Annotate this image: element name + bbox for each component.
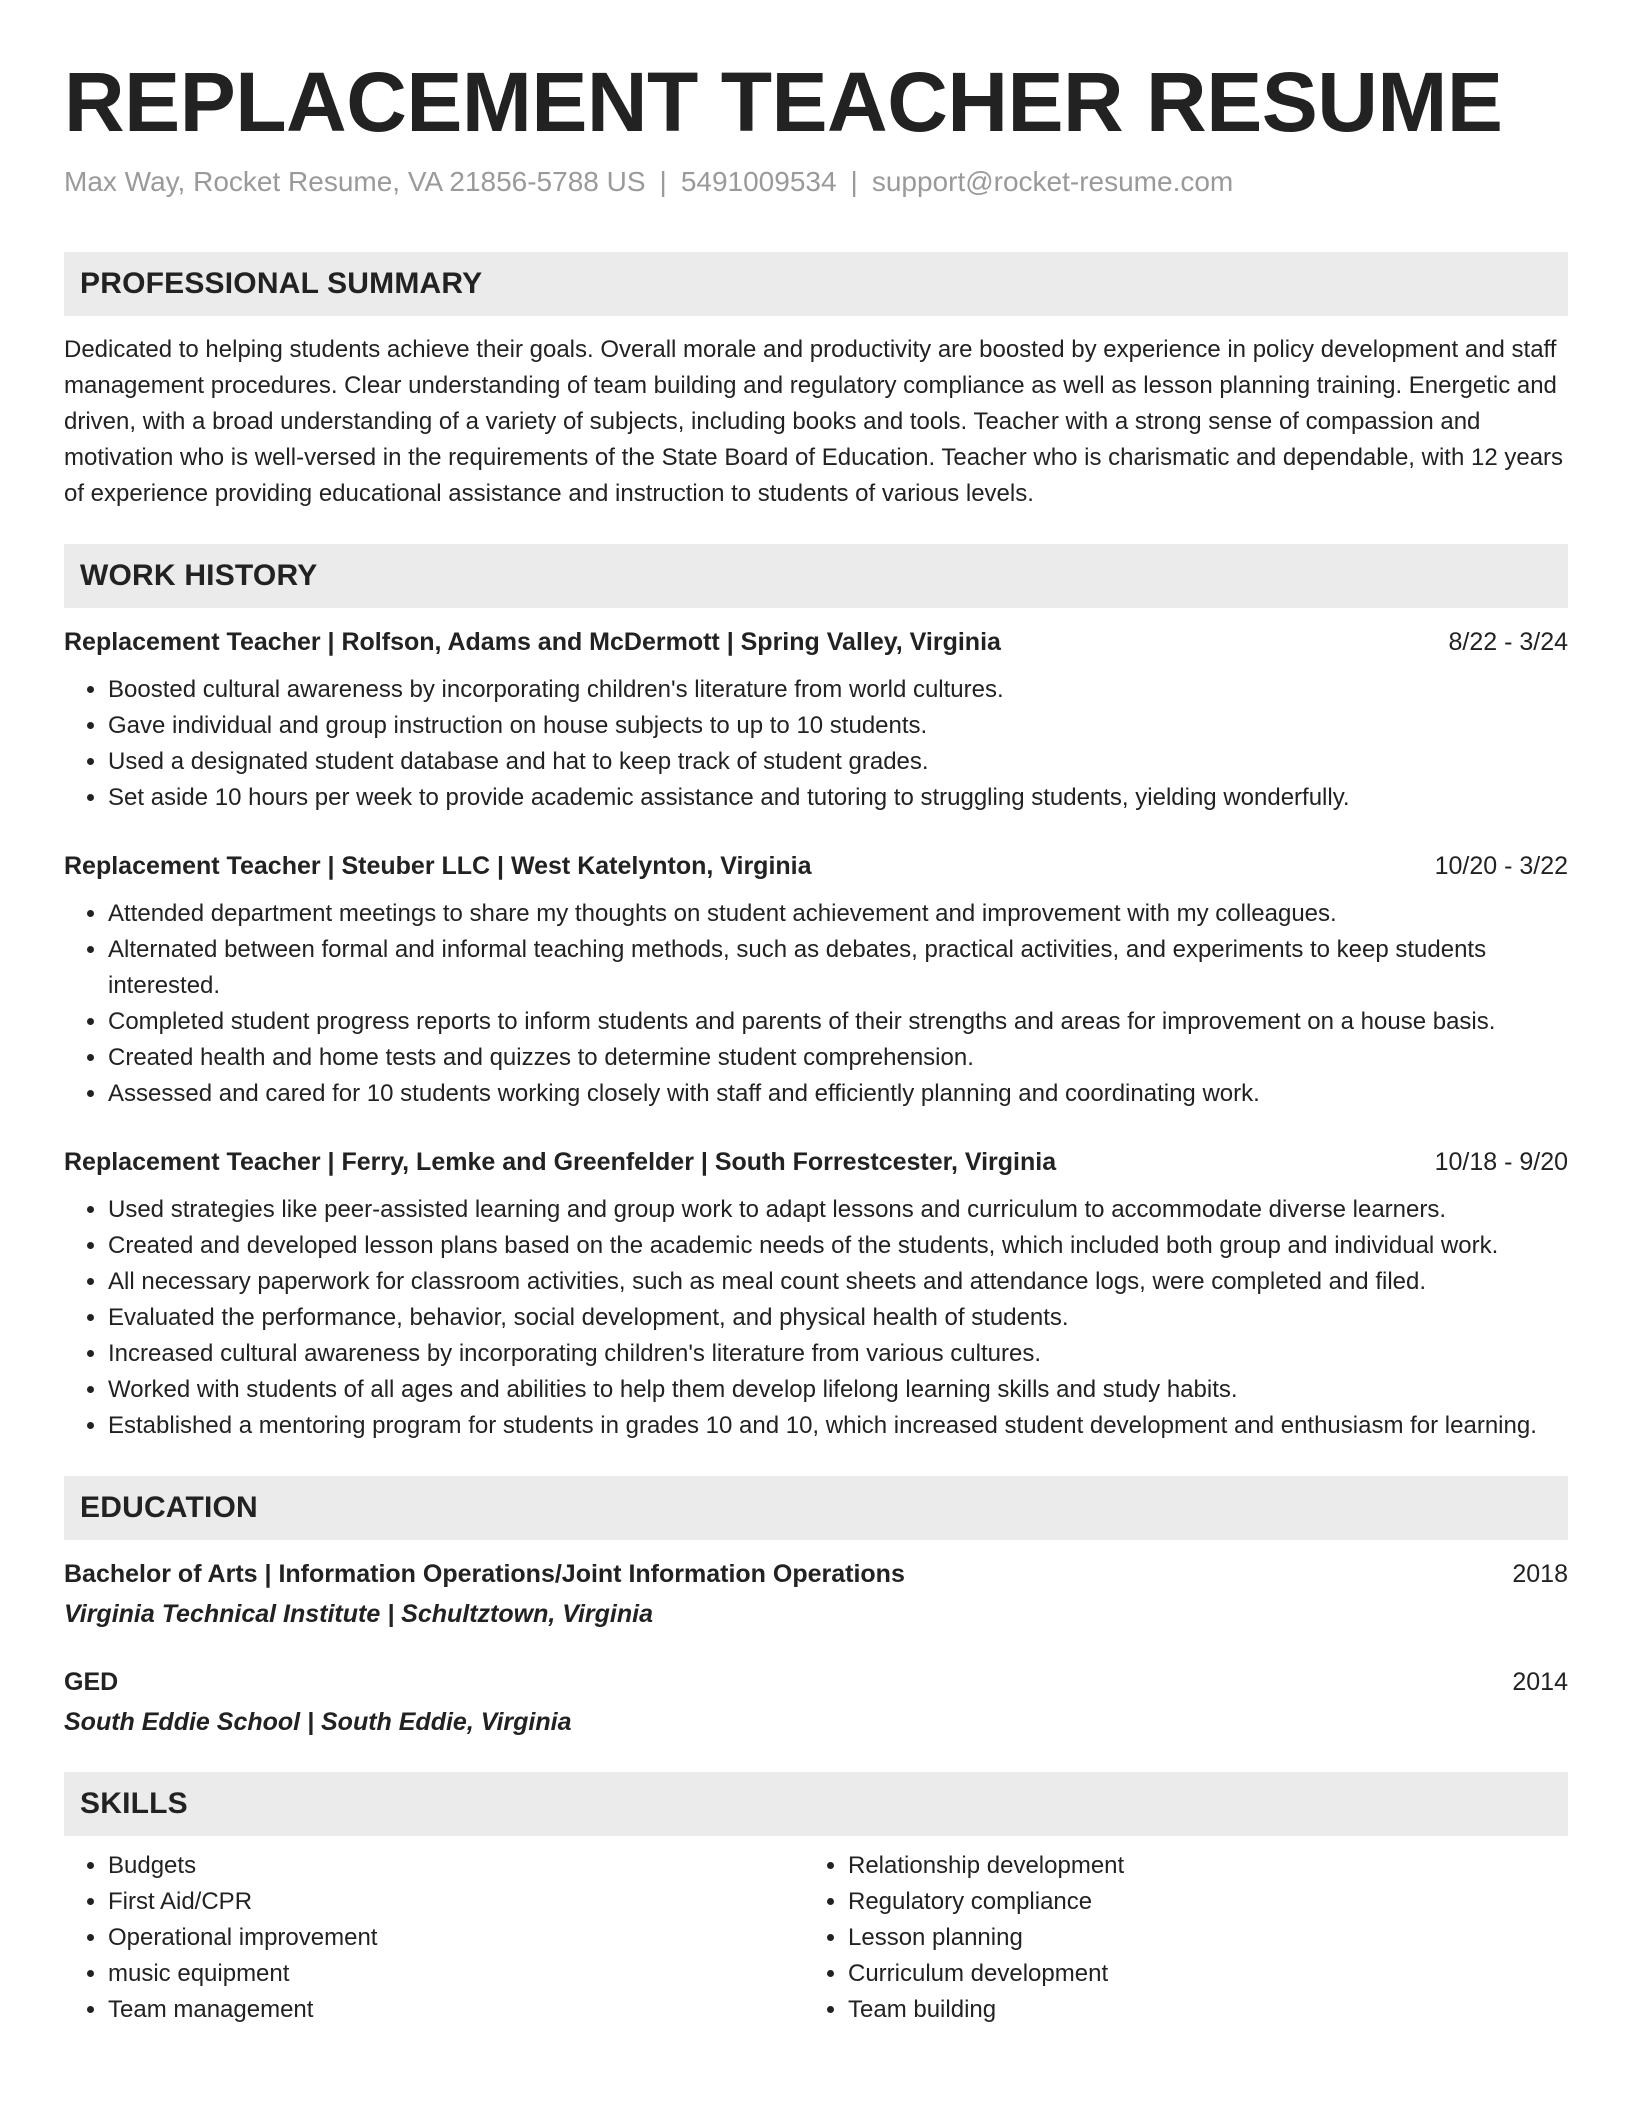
- list-item: • Boosted cultural awareness by incorporating children's literature from world cultures.: [108, 672, 1568, 708]
- list-item: • Attended department meetings to share my thoughts on student achievement and improvement with my colleagues.: [108, 896, 1568, 932]
- resume-title: REPLACEMENT TEACHER RESUME: [64, 55, 1503, 149]
- job-title: Replacement Teacher | Steuber LLC | West Katelynton, Virginia: [64, 852, 812, 880]
- education-entry: [64, 1556, 1568, 1632]
- list-item: • Completed student progress reports to inform students and parents of their strengths and areas for improvement on a house basis.: [108, 1004, 1568, 1040]
- job-title: Replacement Teacher | Rolfson, Adams and McDermott | Spring Valley, Virginia: [64, 628, 1001, 656]
- list-item: • Created health and home tests and quizzes to determine student comprehension.: [108, 1040, 1568, 1076]
- skill-item: • music equipment: [108, 1956, 804, 1992]
- job-entry: [64, 624, 1568, 816]
- contact-phone: 5491009534: [680, 166, 837, 197]
- list-item: • Used a designated student database and hat to keep track of student grades.: [108, 744, 1568, 780]
- list-item: • Established a mentoring program for students in grades 10 and 10, which increased student development and enthusiasm for learning.: [108, 1408, 1568, 1444]
- list-item: • Set aside 10 hours per week to provide academic assistance and tutoring to struggling students, yielding wonderfully.: [108, 780, 1568, 816]
- skills-list: [804, 1848, 1544, 2028]
- list-item: • Used strategies like peer-assisted learning and group work to adapt lessons and curriculum to accommodate diverse learners.: [108, 1192, 1568, 1228]
- education-entry: [64, 1664, 1568, 1740]
- skill-item: • Regulatory compliance: [848, 1884, 1544, 1920]
- list-item: • All necessary paperwork for classroom activities, such as meal count sheets and attendance logs, were completed and filed.: [108, 1264, 1568, 1300]
- education-header: [64, 1556, 1568, 1592]
- contact-separator: |: [659, 166, 667, 197]
- job-bullets: [64, 896, 1568, 1112]
- education-degree: Bachelor of Arts | Information Operations/Joint Information Operations: [64, 1560, 905, 1588]
- job-dates: 8/22 - 3/24: [1448, 628, 1568, 656]
- skill-item: • Curriculum development: [848, 1956, 1544, 1992]
- job-header: [64, 848, 1568, 884]
- job-dates: 10/18 - 9/20: [1434, 1148, 1568, 1176]
- education-header: [64, 1664, 1568, 1700]
- job-bullets: [64, 672, 1568, 816]
- skills-column-right: [804, 1848, 1544, 2028]
- education-degree: GED: [64, 1668, 119, 1696]
- section-header-education: EDUCATION: [64, 1476, 1568, 1540]
- skills-column-left: [64, 1848, 804, 2028]
- skills-list: [64, 1848, 804, 2028]
- summary-text: Dedicated to helping students achieve their goals. Overall morale and productivity are boosted by experience in policy development and staff management procedures. Clear understanding of team building and regulatory compliance as well as lesson planning training. Energetic and driven, with a broad understanding of a variety of subjects, including books and tools. Teacher with a strong sense of compassion and motivation who is well-versed in the requirements of the State Board of Education. Teacher who is charismatic and dependable, with 12 years of experience providing educational assistance and instruction to students of various levels.: [64, 336, 1564, 507]
- job-entry: [64, 1144, 1568, 1444]
- skill-item: • Relationship development: [848, 1848, 1544, 1884]
- skill-item: • Budgets: [108, 1848, 804, 1884]
- education-school: Virginia Technical Institute | Schultztown, Virginia: [64, 1600, 654, 1628]
- skill-item: • Team management: [108, 1992, 804, 2028]
- skill-item: • Team building: [848, 1992, 1544, 2028]
- section-header-summary: PROFESSIONAL SUMMARY: [64, 252, 1568, 316]
- section-header-work-history: WORK HISTORY: [64, 544, 1568, 608]
- skills-grid: [64, 1848, 1568, 2028]
- contact-line: [64, 164, 1568, 200]
- job-entry: [64, 848, 1568, 1112]
- list-item: • Alternated between formal and informal teaching methods, such as debates, practical activities, and experiments to keep students interested.: [108, 932, 1568, 1004]
- list-item: • Created and developed lesson plans based on the academic needs of the students, which included both group and individual work.: [108, 1228, 1568, 1264]
- education-school: South Eddie School | South Eddie, Virginia: [64, 1708, 572, 1736]
- skill-item: • Operational improvement: [108, 1920, 804, 1956]
- education-year: 2018: [1512, 1560, 1568, 1588]
- contact-email: support@rocket-resume.com: [871, 166, 1234, 197]
- contact-address: Max Way, Rocket Resume, VA 21856-5788 US: [64, 166, 646, 197]
- section-header-skills: SKILLS: [64, 1772, 1568, 1836]
- skill-item: • First Aid/CPR: [108, 1884, 804, 1920]
- contact-separator: |: [850, 166, 858, 197]
- job-dates: 10/20 - 3/22: [1434, 852, 1568, 880]
- education-year: 2014: [1512, 1668, 1568, 1696]
- list-item: • Gave individual and group instruction on house subjects to up to 10 students.: [108, 708, 1568, 744]
- job-header: [64, 1144, 1568, 1180]
- job-header: [64, 624, 1568, 660]
- list-item: • Worked with students of all ages and abilities to help them develop lifelong learning skills and study habits.: [108, 1372, 1568, 1408]
- list-item: • Assessed and cared for 10 students working closely with staff and efficiently planning and coordinating work.: [108, 1076, 1568, 1112]
- job-title: Replacement Teacher | Ferry, Lemke and Greenfelder | South Forrestcester, Virginia: [64, 1148, 1057, 1176]
- list-item: • Evaluated the performance, behavior, social development, and physical health of students.: [108, 1300, 1568, 1336]
- job-bullets: [64, 1192, 1568, 1444]
- list-item: • Increased cultural awareness by incorporating children's literature from various cultures.: [108, 1336, 1568, 1372]
- skill-item: • Lesson planning: [848, 1920, 1544, 1956]
